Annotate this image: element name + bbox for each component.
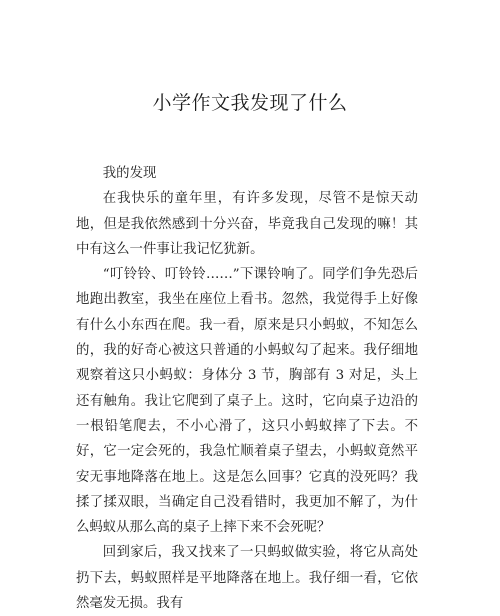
document-title: 小学作文我发现了什么 [152,92,348,114]
paragraph: 回到家后，我又找来了一只蚂蚁做实验，将它从高处扔下去，蚂蚁照样是平地降落在地上。我仔细一看，它依然毫发无损。我有 [76,545,418,612]
paragraph: “叮铃铃、叮铃铃……”下课铃响了。同学们争先恐后地跑出教室，我坐在座位上看书。忽然，我觉得手上好像有什么小东西在爬。我一看，原来是只小蚂蚁，不知怎么的，我的好奇心被这只普通的小蚂蚁勾了起来。我仔细地观察着这只小蚂蚁：身体分 3 节，胸部有 3 对足，头上还有触角。我让它爬到了桌子上。这时，它向桌子边沿的一根铅笔爬去，不小心滑了，这只小蚂蚁摔了下去。不好，它一定会死的，我急忙顺着桌子望去，小蚂蚁竟然平安无事地降落在地上。这是怎么回事？它真的没死吗？我揉了揉双眼，当确定自己没看错时，我更加不解了，为什么蚂蚁从那么高的桌子上摔下来不会死呢？ [76,267,418,536]
paragraph: 在我快乐的童年里，有许多发现，尽管不是惊天动地，但是我依然感到十分兴奋，毕竟我自己发现的嘛！其中有这么一件事让我记忆犹新。 [76,191,418,257]
section-heading: 我的发现 [102,166,157,181]
document-body [76,161,418,616]
